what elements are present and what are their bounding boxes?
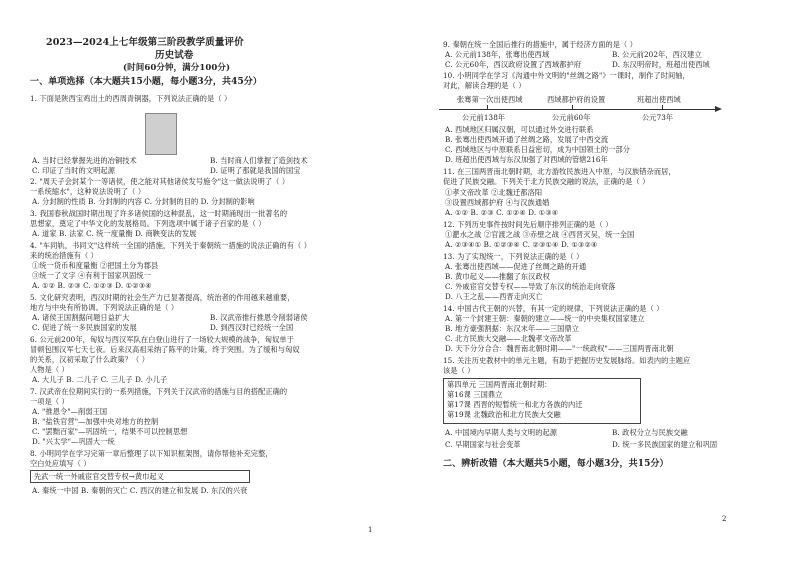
q3-options: A. 道家 B. 法家 C. 统一度量衡 D. 商鞅变法的发展	[32, 229, 197, 238]
q1-a: A. 当时已经掌握先进的冶铜技术	[32, 156, 137, 165]
q13-d: D. 八王之乱——西晋走向灭亡	[445, 292, 543, 301]
q14-c: C. 北方民族大交融——北魏孝文帝改革	[445, 334, 572, 343]
q14-d: D. 天下分分合合：魏晋南北朝时期——"一统政权"——三国两晋南北朝	[445, 344, 674, 353]
q3: 3. 我国春秋战国时期出现了许多诸侯国的这种混乱，这一时期涌现出一批著名的	[30, 209, 288, 218]
q10-a: A. 西域地区归属汉朝，可以通过外交进行联系	[445, 125, 594, 134]
q9-c: C. 公元60年，西汉政府设置了西域都护府	[445, 60, 582, 69]
exam-title: 2023—2024上七年级第三阶段教学质量评价	[46, 37, 244, 48]
q10-c: C. 西域地区与中原联系日益密切，成为中国领土的一部分	[445, 145, 631, 154]
q15-c: C. 早期国家与社会变革	[445, 440, 521, 449]
timeline-tick-3	[662, 105, 663, 110]
page-right	[397, 0, 794, 561]
q7-a: A. "推恩令"—削弱王国	[32, 407, 108, 416]
q11-cont: 促进了民族交融。下列关于北方民族交融的说法，正确的是（ ）	[443, 177, 650, 186]
q11-options: A. ①② B. ②③ C. ①②④ D. ①③④	[445, 208, 559, 217]
exam-subtitle: 历史试卷	[155, 50, 194, 61]
q15-d: D. 统一多民族国家的建立和巩固	[612, 440, 718, 449]
q4: 4. "车同轨，书同文"这样统一全国的措施，下列关于秦朝统一措施的说法正确的有（ ）	[30, 241, 311, 250]
q7-cont: 一项是（ ）	[30, 397, 69, 406]
q1-c: C. 印证了当时的文明起源	[32, 166, 115, 175]
q2-cont: 一系统缩水"，这种说法说明了（ ）	[30, 187, 146, 196]
q5-b: B. 汉武帝推行推恩令削弱诸侯	[210, 313, 308, 322]
q4-cont: 来的统治措施有（ ）	[30, 251, 98, 260]
bronze-vessel-image	[145, 113, 177, 155]
section-2-heading: 二、辨析改错（本大题共5小题，每小题3分，共15分）	[443, 459, 669, 469]
q1-d: D. 证明了那就是我国的国宝	[210, 166, 301, 175]
q13-a: A. 张骞出使西域——促进了丝绸之路的开通	[445, 262, 587, 271]
q8-cont: 空白处应填写（ ）	[30, 459, 91, 468]
q9: 9. 秦朝在统一全国后推行的措施中，属于经济方面的是（ ）	[443, 40, 638, 49]
timeline-axis	[439, 109, 719, 110]
q7-b: B. "盐铁官营"—加强中央对地方的控制	[32, 417, 159, 426]
table-row-3: 第17课 西晋的短暂统一和北方各族的内迁	[447, 400, 583, 409]
q5: 5. 文化研究表明，西汉时期的社会生产力已显著提高，统治者的作用越来越重要，	[30, 293, 295, 302]
q15-b: B. 政权分立与民族交融	[612, 428, 688, 437]
q12: 12. 下列历史事件按时间先后顺序排列正确的是（ ）	[443, 220, 613, 229]
timeline-tick-2	[572, 105, 573, 110]
q6: 6. 公元前200年，匈奴与西汉军队在白登山进行了一场较大规模的战争，匈奴单于	[30, 335, 294, 344]
q4-item-2: ③统一了文字 ④有利于国家巩固统一	[32, 271, 151, 280]
q1: 1. 下面是陕西宝鸡出土的西周青铜器，下列说法正确的是（ ）	[30, 94, 232, 103]
q4-options: A. ①② B. ②③ C. ①②③ D. ①②③④	[32, 281, 152, 290]
q10-d: D. 班超出使西域与东汉加强了对西域的管辖216年	[445, 155, 608, 164]
q1-b: B. 当时商人们掌握了造剑技术	[210, 156, 308, 165]
page-number-1: 1	[368, 526, 373, 534]
section-1-heading: 一、单项选择（本大题共15小题，每小题3分，共45分）	[30, 77, 263, 87]
q15: 15. 关注历史教材中的单元主题，有助于把握历史发展脉络。如表内的主题应	[443, 356, 691, 365]
q6-options: A. 大儿子 B. 二儿子 C. 三儿子 D. 小儿子	[32, 375, 168, 384]
q11-items-2: ③设置西域都护府 ④与汉族通婚	[445, 198, 550, 207]
q2: 2. "周天子会封某个一等诸侯，使之能对其他诸侯发号施令"这一做法说明了（ ）	[30, 177, 290, 186]
q8: 8. 小明同学在学习完第一章后整理了以下知识框架图，请你帮他补充完整，	[30, 449, 273, 458]
q6-cont-2: 的关系，汉初采取了什么政策？（ ）	[30, 355, 149, 364]
table-row-1: 第四单元 三国两晋南北朝时期：	[447, 380, 552, 389]
q3-cont: 思想家，奠定了中华文化的发展格局。下列选项中属于诸子百家的是（ ）	[30, 219, 266, 228]
q15-cont: 该是（ ）	[443, 366, 475, 375]
q10: 10. 小明同学在学习《沟通中外文明的"丝绸之路"》一课时，制作了时间轴，	[443, 71, 690, 80]
table-row-4: 第19课 北魏政治和北方民族大交融	[447, 410, 561, 419]
timeline-event-2: 西域都护府的设置	[547, 95, 606, 104]
q13-b: B. 黄巾起义——推翻了东汉政权	[445, 272, 550, 281]
q5-d: D. 到西汉时已经统一全国	[210, 323, 294, 332]
timeline-event-3: 班超出使西域	[637, 95, 681, 104]
q13-c: C. 外戚宦官交替专权——导致了东汉的统治走向衰落	[445, 282, 616, 291]
q6-cont: 冒顿包围汉军七天七夜。后来汉高祖采纳了陈平的计策，终于突围。为了缓和与匈奴	[30, 345, 300, 354]
q10-b: B. 张骞出使西域开通了丝绸之路，发展了中西交流	[445, 135, 609, 144]
q14: 14. 中国古代王朝的兴替，有其一定的规律，下列说法正确的是（ ）	[443, 304, 664, 313]
q5-c: C. 促进了统一多民族国家的发展	[32, 323, 137, 332]
q12-items: ①淝水之战 ②官渡之战 ③赤壁之战 ④西晋灭吴，统一全国	[445, 230, 635, 239]
timeline-date-2: 公元前60年	[552, 113, 591, 122]
q9-a: A. 公元前138年，张骞出使西域	[445, 50, 550, 59]
q5-cont: 地方与中央有所协调。下列说法正确的是（ ）	[30, 303, 179, 312]
q14-a: A. 第一个封建王朝：秦朝的建立——统一的中央集权国家建立	[445, 314, 645, 323]
timeline-arrow	[715, 106, 722, 112]
q8-framework-box	[30, 470, 250, 483]
q4-item-1: ①统一货币和度量衡 ②把国土分为郡县	[32, 261, 159, 270]
q9-d: D. 东汉明帝时，班超出使西域	[612, 60, 710, 69]
timeline-date-3: 公元73年	[642, 113, 674, 122]
q8-options: A. 秦统一中国 B. 秦朝的灭亡 C. 西汉的建立和发展 D. 东汉的兴衰	[32, 486, 248, 495]
timeline-date-1: 公元前138年	[462, 113, 506, 122]
timeline-event-1: 张骞第一次出使西域	[457, 95, 523, 104]
timeline-tick-1	[487, 105, 488, 110]
q14-b: B. 地方豪强割据：东汉末年——三国鼎立	[445, 324, 580, 333]
q15-unit-table	[443, 378, 641, 424]
q12-options: A. ②③④① B. ①②③④ C. ②③①④ D. ①③②④	[445, 240, 598, 249]
q15-a: A. 中国境内早期人类与文明的起源	[445, 428, 558, 437]
q7-c: C. "罢黜百家"—巩固统一，结果不可以控制思想	[32, 427, 188, 436]
exam-meta: (时间60分钟，满分100分)	[123, 63, 231, 73]
q7-d: D. "兴太学"—巩固大一统	[32, 437, 115, 446]
q7: 7. 汉武帝在位期间实行的一系列措施，下列关于汉武帝的措施与目的搭配正确的	[30, 387, 288, 396]
q8-framework-text: 先武一统一外戚宦官交替专权→黄巾起义	[34, 472, 165, 481]
q13: 13. 为了实现统一，下列说法正确的是（ ）	[443, 252, 584, 261]
q5-a: A. 诸侯王国割据问题日益扩大	[32, 313, 130, 322]
page-number-2: 2	[722, 515, 727, 523]
q11: 11. 在三国两晋南北朝时期，北方游牧民族进入中原，与汉族错杂而居，	[443, 167, 676, 176]
q6-cont-3: 人物是（ ）	[30, 365, 69, 374]
q2-options: A. 分封制的性质 B. 分封制的内容 C. 分封制的目的 D. 分封制的影响	[32, 197, 255, 206]
table-row-2: 第16课 三国鼎立	[447, 390, 503, 399]
q11-items-1: ①孝文帝改革 ②北魏迁都洛阳	[445, 188, 543, 197]
q9-b: B. 公元前202年，西汉建立	[612, 50, 702, 59]
q10-cont: 对此，解读合理的是（ ）	[443, 81, 526, 90]
